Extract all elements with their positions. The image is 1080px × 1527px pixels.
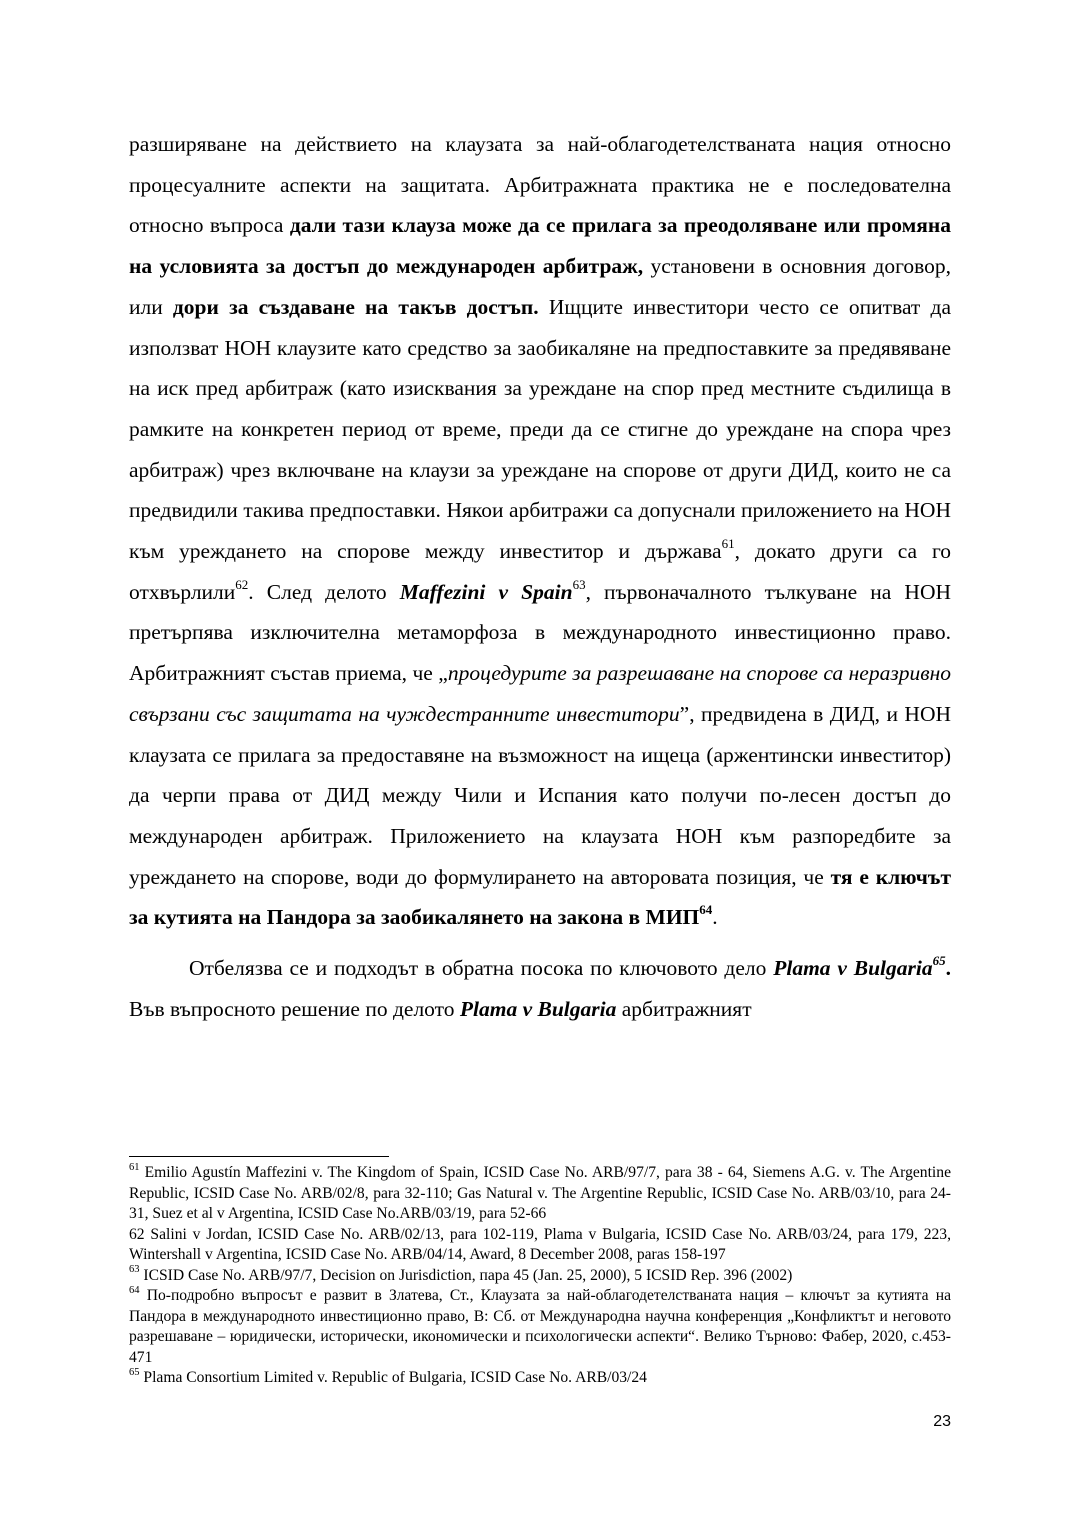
footnote-text: ICSID Case No. ARB/97/7, Decision on Jurisdiction, пара 45 (Jan. 25, 2000), 5 ICSID Rep. 396 (2002) (139, 1266, 793, 1284)
footnote-64 (129, 1286, 951, 1368)
page-number: 23 (933, 1413, 951, 1430)
quotation: процедурите за разрешаване на спорове са неразривно свързани със защитата на чуждестранните инвеститори (129, 661, 951, 726)
footnote-text: 62 Salini v Jordan, ICSID Case No. ARB/02/13, para 102-119, Plama v Bulgaria, ICSID Case No. ARB/03/24, para 179, 223, Wintershall v Argentina, ICSID Case No. ARB/04/14, Award, 8 December 2008, paras 158-197 (129, 1225, 951, 1263)
footnote-65 (129, 1368, 951, 1389)
text-run: Отбелязва се и подходът в обратна посока по ключовото дело (189, 956, 774, 981)
text-run: . След делото (248, 579, 400, 604)
paragraph-1 (129, 124, 951, 938)
footnote-63 (129, 1266, 951, 1287)
footnote-text: По-подробно въпросът е развит в Златева, Ст., Клаузата за най-облагодетелстваната нация – ключът за кутията на Пандора в международното инвестиционно право, В: Сб. от Международна научна конференция „Конфликтът и неговото разрешаване – юридически, исторически, икономически и психологически аспекти“. Велико Търново: Фабер, 2020, с.453-471 (129, 1287, 951, 1366)
footnote-ref-63: 63 (572, 576, 586, 592)
footnote-ref-61: 61 (721, 535, 735, 551)
footnotes (129, 1163, 951, 1389)
footnote-separator (129, 1156, 389, 1157)
text-run: установени в основния договор, или (129, 254, 951, 319)
bold-text: дори за създаване на такъв достъп. (172, 294, 539, 319)
footnote-text: Plama Consortium Limited v. Republic of Bulgaria, ICSID Case No. ARB/03/24 (139, 1369, 647, 1386)
text-run: ”, предвидена в ДИД, и НОН клаузата се прилага за предоставяне на възможност на ищеца (аржентински инвеститор) да черпи права от ДИД между Чили и Испания като получи по-лесен достъп до международен арбитраж. Приложението на клаузата НОН към разпоредбите за уреждането на спорове, води до формулирането на авторовата позиция, че (129, 701, 951, 889)
text-run: разширяване на действието на клаузата за най-облагодетелстваната нация относно процесуалните аспекти на защитата. Арбитражната практика не е последователна относно въпроса (129, 132, 951, 238)
footnote-number: 64 (129, 1284, 140, 1296)
case-name: Maffezini v Spain (399, 579, 573, 604)
bold-text: тя е ключът за кутията на Пандора за заобикалянето на закона в МИП (129, 864, 951, 930)
text-run: . (712, 905, 718, 930)
footnote-number: 61 (129, 1161, 140, 1173)
bold-text: . (945, 956, 951, 981)
paragraph-2 (129, 948, 951, 1029)
footnote-text: Emilio Agustín Maffezini v. The Kingdom of Spain, ICSID Case No. ARB/97/7, para 38 - 64, Siemens A.G. v. The Argentine Republic, ICSID Case No. ARB/02/8, para 32-110; Gas Natural v. The Argentine Republic, ICSID Case No. ARB/03/10, para 24-31, Suez et al v Argentina, ICSID Case No.ARB/03/19, para 52-66 (129, 1164, 951, 1222)
footnote-ref-65: 65 (932, 952, 946, 968)
text-run: , първоначалното тълкуване на НОН претърпява изключителна метаморфоза в международното инвестиционно право. Арбитражният състав приема, че „ (129, 579, 951, 686)
text-run: , докато други са го отхвърлили (129, 539, 951, 604)
body-text (129, 124, 951, 1029)
case-name: Plama v Bulgaria (773, 956, 933, 981)
text-run: арбитражният (616, 996, 752, 1021)
footnote-62 (129, 1225, 951, 1266)
footnote-number: 65 (129, 1366, 140, 1378)
footnote-ref-62: 62 (235, 576, 249, 592)
footnote-number: 63 (129, 1264, 140, 1276)
footnote-ref-64: 64 (699, 902, 713, 918)
case-name: Plama v Bulgaria (459, 996, 617, 1021)
footnote-61 (129, 1163, 951, 1225)
text-run: Във въпросното решение по делото (129, 996, 460, 1021)
bold-text: дали тази клауза може да се прилага за преодоляване или промяна на условията за достъп до международен арбитраж, (129, 213, 951, 279)
text-run: Ищците инвеститори често се опитват да използват НОН клаузите като средство за заобикаляне на предпоставките за предявяване на иск пред арбитраж (като изисквания за уреждане на спор пред местните съдилища в рамките на конкретен период от време, преди да се стигне до уреждане на спора чрез арбитраж) чрез включване на клаузи за уреждане на спорове от други ДИД, които не са предвидили такива предпоставки. Някои арбитражи са допуснали приложението на НОН към уреждането на спорове между инвеститор и държава (129, 294, 951, 564)
